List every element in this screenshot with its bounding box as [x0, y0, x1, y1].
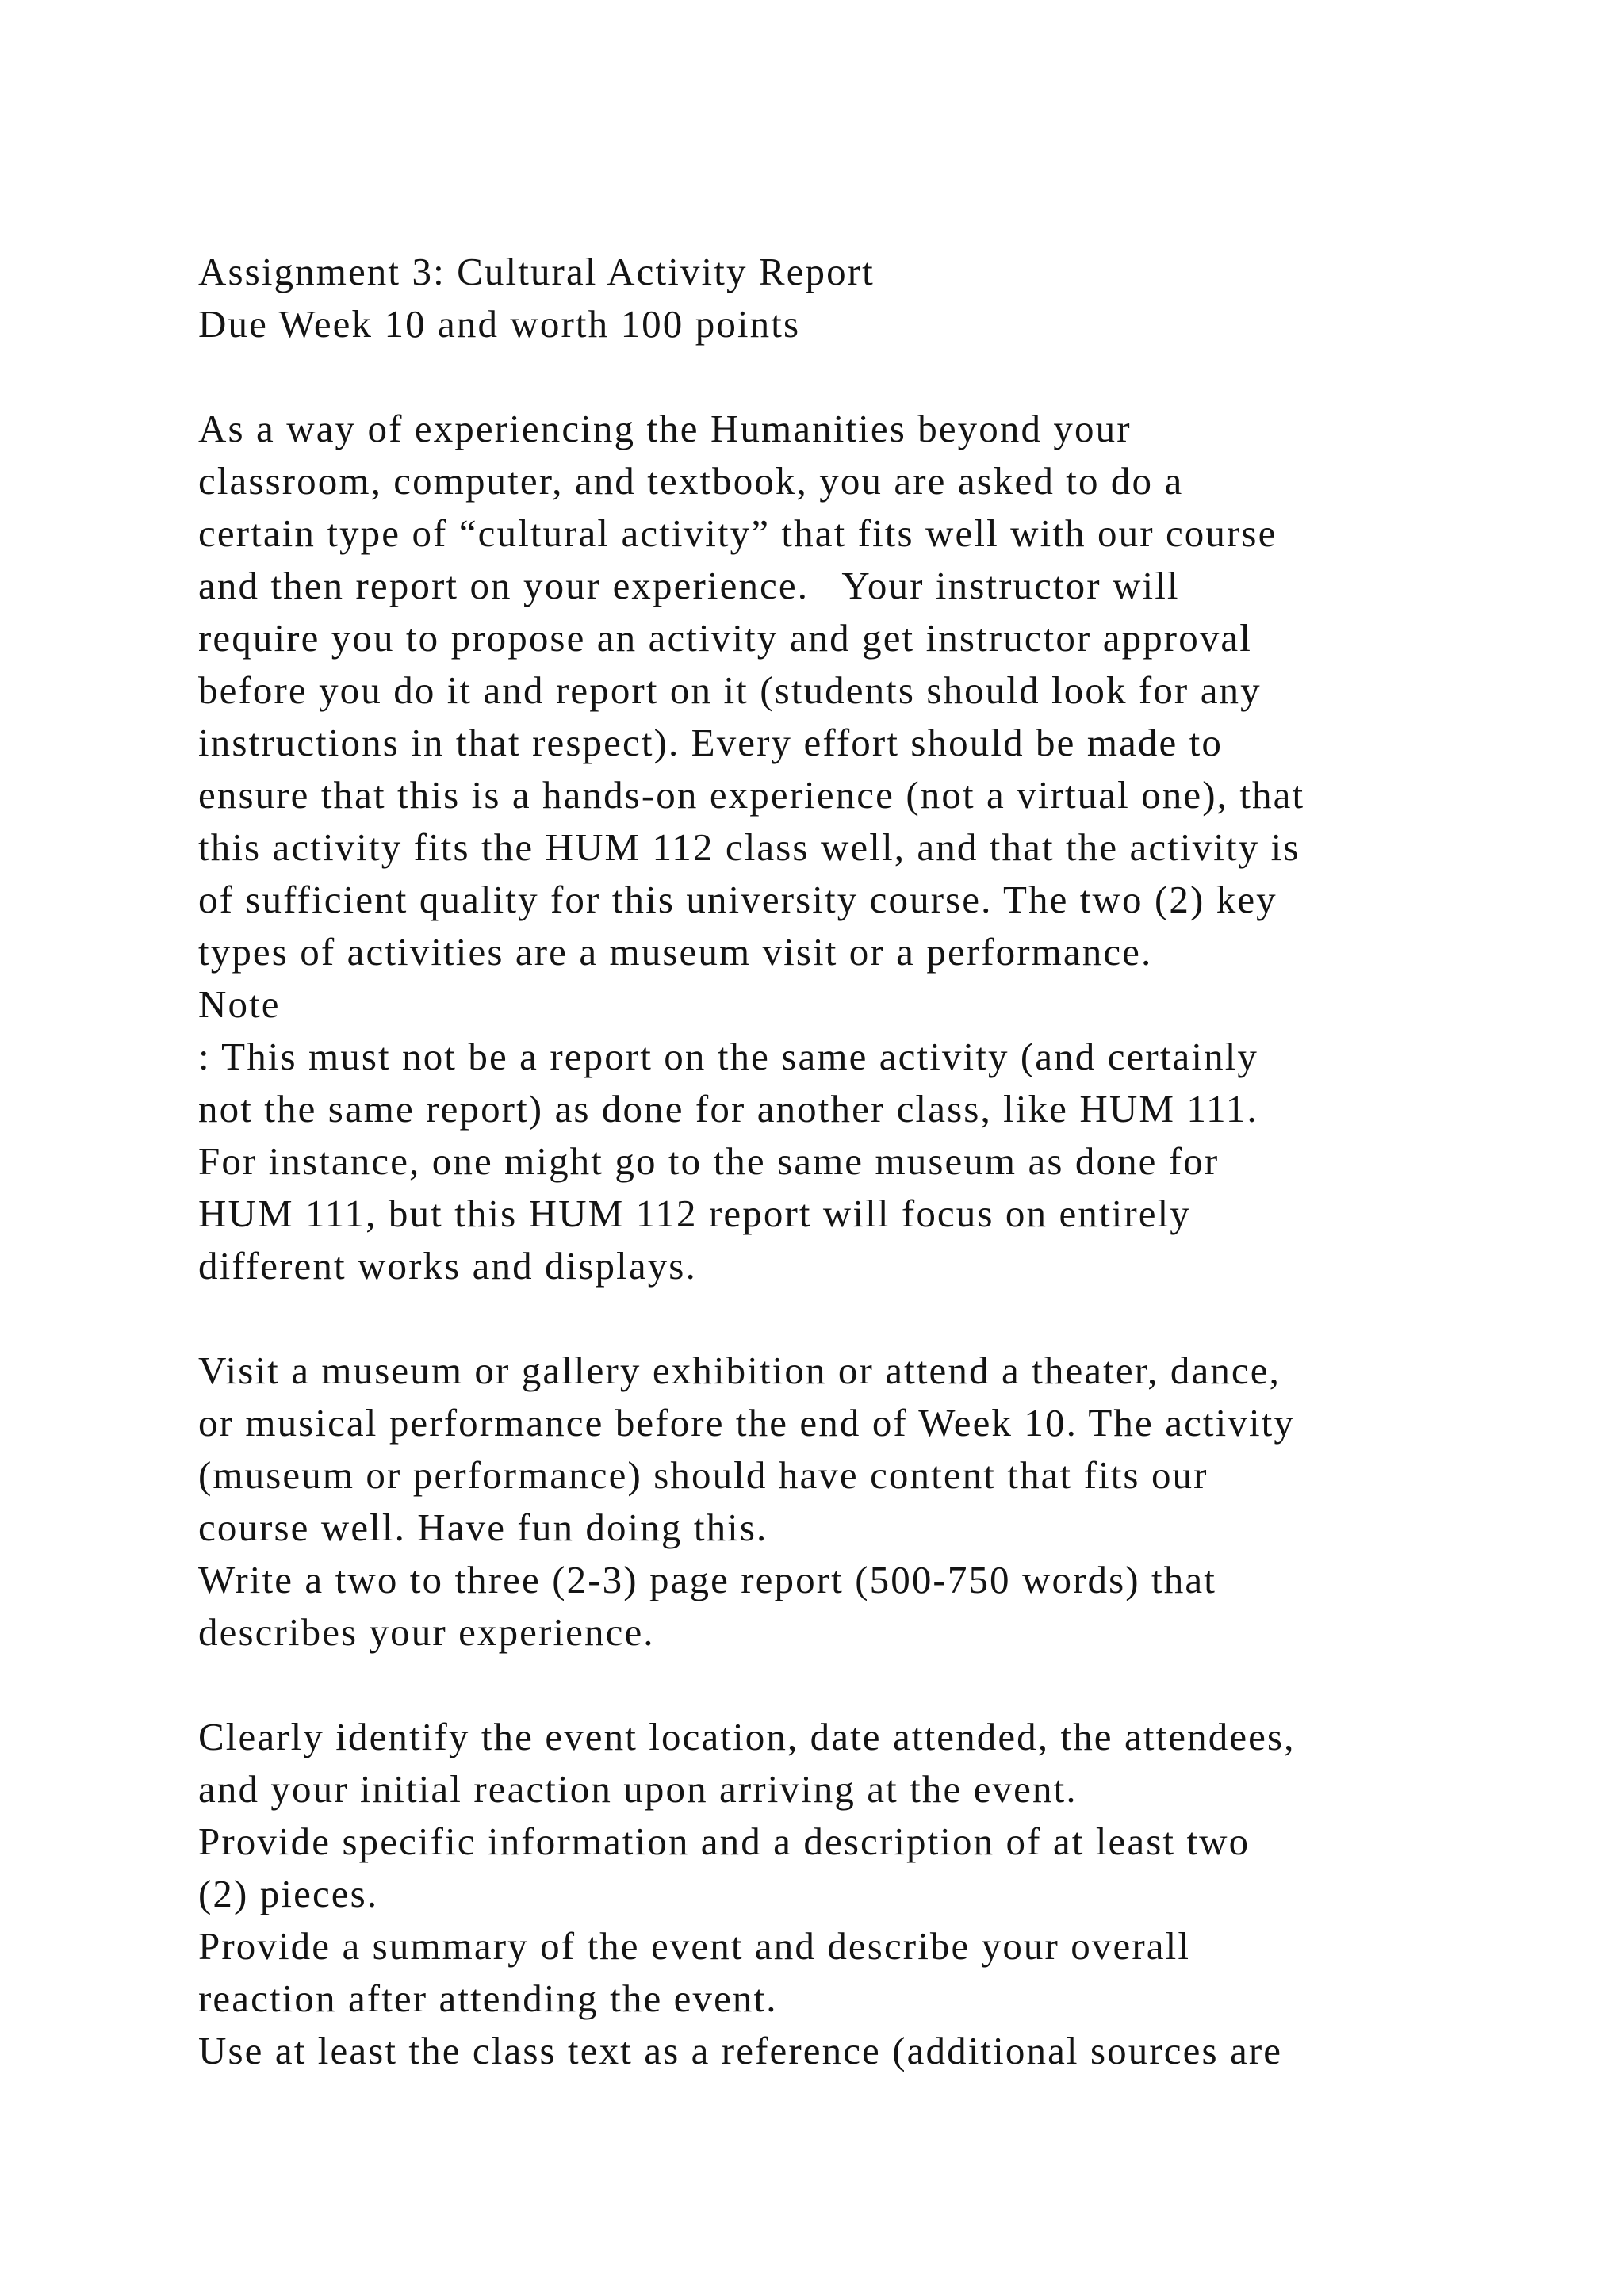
requirement-line: Use at least the class text as a reference (additional sources are [198, 2029, 1283, 2072]
visit-line: course well. Have fun doing this. [198, 1506, 768, 1549]
intro-line: instructions in that respect). Every effort should be made to [198, 721, 1223, 764]
visit-line: (museum or performance) should have content that fits our [198, 1453, 1208, 1497]
visit-line: describes your experience. [198, 1610, 655, 1654]
note-label: Note [198, 982, 281, 1026]
paragraph-spacer [198, 1292, 1610, 1345]
intro-paragraph [198, 403, 1610, 978]
assignment-title: Assignment 3: Cultural Activity Report [198, 250, 875, 293]
requirement-line: Clearly identify the event location, date attended, the attendees, [198, 1715, 1296, 1758]
intro-line: before you do it and report on it (students should look for any [198, 668, 1262, 712]
document-body [198, 246, 1610, 2077]
paragraph-spacer [198, 350, 1610, 403]
visit-line: or musical performance before the end of Week 10. The activity [198, 1401, 1295, 1445]
requirement-line: Provide a summary of the event and describe your overall [198, 1924, 1191, 1968]
note-line: not the same report) as done for another class, like HUM 111. [198, 1087, 1258, 1131]
intro-line: classroom, computer, and textbook, you are asked to do a [198, 459, 1184, 503]
intro-line: certain type of “cultural activity” that fits well with our course [198, 511, 1277, 555]
visit-line: Visit a museum or gallery exhibition or attend a theater, dance, [198, 1349, 1281, 1392]
requirement-line: reaction after attending the event. [198, 1976, 778, 2020]
note-paragraph [198, 978, 1610, 1292]
intro-line: require you to propose an activity and get instructor approval [198, 616, 1252, 660]
note-line: : This must not be a report on the same activity (and certainly [198, 1035, 1259, 1078]
visit-paragraph [198, 1345, 1610, 1659]
intro-line: ensure that this is a hands-on experience (not a virtual one), that [198, 773, 1305, 817]
intro-line: and then report on your experience. Your instructor will [198, 564, 1180, 607]
intro-line: As a way of experiencing the Humanities beyond your [198, 407, 1132, 450]
note-line: HUM 111, but this HUM 112 report will focus on entirely [198, 1192, 1191, 1235]
note-line: For instance, one might go to the same museum as done for [198, 1139, 1220, 1183]
requirement-line: and your initial reaction upon arriving at the event. [198, 1767, 1078, 1811]
intro-line: types of activities are a museum visit or a performance. [198, 930, 1153, 974]
requirements-paragraph [198, 1711, 1610, 2077]
intro-line: of sufficient quality for this university course. The two (2) key [198, 878, 1277, 921]
intro-line: this activity fits the HUM 112 class well, and that the activity is [198, 825, 1300, 869]
note-line: different works and displays. [198, 1244, 697, 1288]
requirement-line: (2) pieces. [198, 1872, 379, 1915]
requirement-line: Provide specific information and a description of at least two [198, 1820, 1251, 1863]
visit-line: Write a two to three (2-3) page report (500-750 words) that [198, 1558, 1216, 1601]
paragraph-spacer [198, 1659, 1610, 1711]
assignment-due-line: Due Week 10 and worth 100 points [198, 302, 801, 346]
